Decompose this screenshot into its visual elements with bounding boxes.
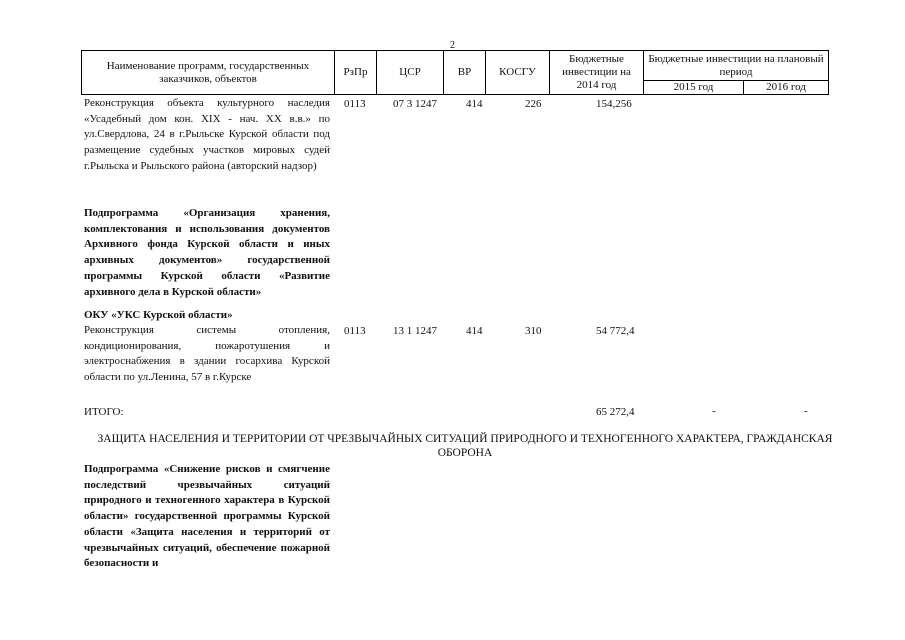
total-2015: - xyxy=(712,405,716,417)
total-budget: 65 272,4 xyxy=(596,406,635,418)
page-number: 2 xyxy=(450,40,455,51)
header-kosgu: КОСГУ xyxy=(486,51,550,95)
header-2016: 2016 год xyxy=(744,81,829,95)
header-2015: 2015 год xyxy=(644,81,744,95)
row-1-budget: 154,256 xyxy=(596,98,632,110)
header-rzpr: РзПр xyxy=(335,51,377,95)
header-name: Наименование программ, государственных заказчиков, объектов xyxy=(82,51,335,95)
customer-uks: ОКУ «УКС Курской области» xyxy=(84,309,233,321)
row-1-vr: 414 xyxy=(466,98,483,110)
header-vr: ВР xyxy=(444,51,486,95)
row-1-rzpr: 0113 xyxy=(344,98,366,110)
section-title: ЗАЩИТА НАСЕЛЕНИЯ И ТЕРРИТОРИИ ОТ ЧРЕЗВЫЧАЙНЫХ СИТУАЦИЙ ПРИРОДНОГО И ТЕХНОГЕННОГО ХАРАКТЕРА, ГРАЖДАНСКАЯ ОБОРОНА xyxy=(97,433,833,459)
row-1-name: Реконструкция объекта культурного наследия «Усадебный дом кон. XIX - нач. XX в.в.» по ул.Свердлова, 24 в г.Рыльске Курской области под размещение судебных участков мировых судей г.Рыльска и Рыльского района (авторский надзор) xyxy=(84,97,330,172)
subprogram-archive: Подпрограмма «Организация хранения, комплектования и использования документов Архивного фонда Курской области и иных архивных документов» государственной программы Курской области «Развитие архивного дела в Курской области» xyxy=(84,207,330,298)
total-label: ИТОГО: xyxy=(84,406,124,418)
header-csr: ЦСР xyxy=(377,51,444,95)
row-2-kosgu: 310 xyxy=(525,325,542,337)
header-budget-2014: Бюджетные инвестиции на 2014 год xyxy=(550,51,644,95)
row-2-budget: 54 772,4 xyxy=(596,325,635,337)
row-1-csr: 07 3 1247 xyxy=(393,98,437,110)
row-1-kosgu: 226 xyxy=(525,98,542,110)
total-2016: - xyxy=(804,405,808,417)
row-2-csr: 13 1 1247 xyxy=(393,325,437,337)
subprogram-emergency: Подпрограмма «Снижение рисков и смягчение последствий чрезвычайных ситуаций природного и техногенного характера в Курской области» государственной программы Курской области «Защита населения и территорий от чрезвычайных ситуаций, обеспечение пожарной безопасности и xyxy=(84,463,330,570)
row-2-name: Реконструкция системы отопления, кондиционирования, пожаротушения и электроснабжения в здании госархива Курской области по ул.Ленина, 57 в г.Курске xyxy=(84,324,330,384)
table-header xyxy=(81,50,829,95)
row-2-rzpr: 0113 xyxy=(344,325,366,337)
header-planned-period: Бюджетные инвестиции на плановый период xyxy=(644,51,829,81)
row-2-vr: 414 xyxy=(466,325,483,337)
